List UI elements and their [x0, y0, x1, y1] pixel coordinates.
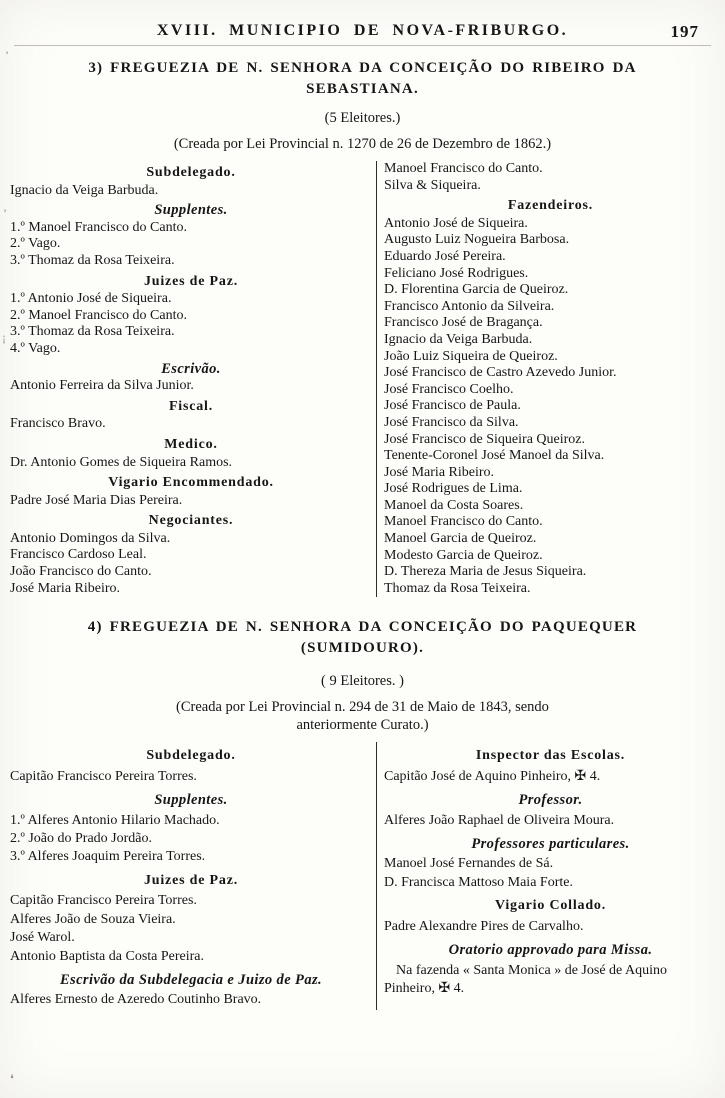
person-entry: Alferes Ernesto de Azeredo Coutinho Bravo.: [10, 992, 262, 1008]
person-entry: Eduardo José Pereira.: [384, 248, 506, 264]
electors-count: ( 9 Eleitores. ): [321, 673, 404, 690]
category-heading: Vigario Collado.: [494, 898, 607, 914]
category-heading: Subdelegado.: [146, 165, 236, 180]
person-entry: José Francisco de Castro Azevedo Junior.: [384, 365, 617, 381]
person-entry: Padre José Maria Dias Pereira.: [10, 492, 183, 508]
person-entry: Antonio José de Siqueira.: [384, 215, 528, 231]
creation-note: [0, 698, 725, 734]
person-entry: D. Francisca Mattoso Maia Forte.: [384, 874, 573, 890]
person-entry: Thomaz da Rosa Teixeira.: [384, 580, 531, 596]
person-entry: D. Thereza Maria de Jesus Siqueira.: [384, 564, 587, 580]
person-entry: 3.º Alferes Joaquim Pereira Torres.: [10, 849, 206, 865]
person-entry: João Francisco do Canto.: [10, 564, 152, 580]
person-entry: Feliciano José Rodrigues.: [384, 265, 529, 281]
person-entry: Manoel Francisco do Canto.: [384, 161, 543, 176]
person-entry: Tenente-Coronel José Manoel da Silva.: [384, 448, 605, 464]
section-3: [0, 58, 725, 597]
person-entry: Antonio Domingos da Silva.: [10, 530, 171, 546]
person-entry: José Francisco de Siqueira Queiroz.: [384, 431, 585, 447]
category-heading: Juizes de Paz.: [143, 872, 239, 888]
category-heading: Negociantes.: [148, 513, 234, 529]
category-heading: Fiscal.: [168, 398, 214, 414]
person-entry: Manoel Garcia de Queiroz.: [384, 531, 537, 547]
page-header: [0, 0, 725, 40]
category-heading-italic: Escrivão.: [161, 360, 221, 377]
person-entry: José Rodrigues de Lima.: [384, 481, 523, 497]
creation-note-line: (Creada por Lei Provincial n. 294 de 31 de Maio de 1843, sendo: [176, 699, 549, 716]
scan-artifact: ’: [5, 48, 9, 62]
person-entry: Padre Alexandre Pires de Carvalho.: [384, 918, 584, 934]
category-heading-italic: Professor.: [518, 792, 583, 809]
section-title-line: (SUMIDOURO).: [300, 640, 425, 657]
category-heading: Subdelegado.: [146, 748, 236, 764]
column-left: [10, 742, 376, 1009]
person-entry: José Francisco Coelho.: [384, 381, 514, 397]
person-entry: 1.º Antonio José de Siqueira.: [10, 291, 172, 307]
scan-artifact: ¡: [2, 330, 6, 344]
person-entry: Capitão José de Aquino Pinheiro, ✠ 4.: [384, 768, 601, 784]
person-entry: João Luiz Siqueira de Queiroz.: [384, 348, 558, 364]
person-entry: Alferes João de Souza Vieira.: [10, 911, 176, 927]
person-entry: Ignacio da Veiga Barbuda.: [10, 182, 159, 198]
category-heading: Inspector das Escolas.: [475, 748, 626, 764]
person-entry: Manoel José Fernandes de Sá.: [384, 856, 554, 872]
person-entry: 4.º Vago.: [10, 340, 61, 356]
column-right: [376, 742, 717, 1009]
category-heading: Juizes de Paz.: [143, 273, 239, 289]
section-title-line: SEBASTIANA.: [306, 81, 419, 97]
person-entry: Antonio Baptista da Costa Pereira.: [10, 948, 205, 964]
electors-count: (5 Eleitores.): [324, 110, 401, 126]
person-entry: José Maria Ribeiro.: [10, 580, 121, 596]
two-column-list: [10, 161, 717, 597]
person-entry: Capitão Francisco Pereira Torres.: [10, 768, 197, 784]
person-entry: Modesto Garcia de Queiroz.: [384, 547, 543, 563]
section-title-line: 4) FREGUEZIA DE N. SENHORA DA CONCEIÇÃO DO PAQUEQUER: [87, 619, 638, 636]
category-heading-italic: Professores particulares.: [471, 836, 630, 853]
category-heading: Fazendeiros.: [507, 198, 594, 214]
two-column-list: [10, 742, 717, 1009]
person-entry: Dr. Antonio Gomes de Siqueira Ramos.: [10, 454, 233, 470]
scan-artifact: ❛: [10, 1072, 14, 1086]
running-title: XVIII. MUNICIPIO DE NOVA-FRIBURGO.: [156, 22, 569, 39]
person-entry: José Warol.: [10, 930, 75, 946]
category-heading: Vigario Encommendado.: [108, 475, 274, 491]
header-rule: [14, 45, 711, 46]
person-entry: Francisco José de Bragança.: [384, 315, 543, 331]
category-heading-italic: Escrivão da Subdelegacia e Juizo de Paz.: [59, 971, 323, 988]
scan-artifact: ’: [3, 206, 7, 220]
person-entry: Manoel Francisco do Canto.: [384, 514, 543, 530]
person-entry: Ignacio da Veiga Barbuda.: [384, 331, 533, 347]
person-entry: 2.º Manoel Francisco do Canto.: [10, 307, 187, 323]
creation-note-line: anteriormente Curato.): [296, 717, 429, 734]
category-heading-italic: Oratorio approvado para Missa.: [448, 942, 653, 959]
person-entry: José Maria Ribeiro.: [384, 464, 495, 480]
section-title-line: 3) FREGUEZIA DE N. SENHORA DA CONCEIÇÃO DO RIBEIRO DA: [88, 60, 637, 76]
person-entry: 2.º João do Prado Jordão.: [10, 831, 152, 847]
column-left: [10, 161, 376, 597]
person-entry: 2.º Vago.: [10, 236, 61, 252]
section-title: [0, 58, 725, 100]
person-entry: Augusto Luiz Nogueira Barbosa.: [384, 232, 570, 248]
person-entry: Silva & Siqueira.: [384, 177, 481, 193]
note-entry: Na fazenda « Santa Monica » de José de Aquino Pinheiro, ✠ 4.: [384, 962, 667, 996]
person-entry: 1.º Manoel Francisco do Canto.: [10, 219, 187, 235]
person-entry: 1.º Alferes Antonio Hilario Machado.: [10, 812, 220, 828]
creation-note-line: (Creada por Lei Provincial n. 1270 de 26 de Dezembro de 1862.): [173, 136, 552, 152]
person-entry: Francisco Antonio da Silveira.: [384, 298, 555, 314]
person-entry: José Francisco de Paula.: [384, 398, 521, 414]
person-entry: Capitão Francisco Pereira Torres.: [10, 893, 197, 909]
person-entry: 3.º Thomaz da Rosa Teixeira.: [10, 252, 175, 268]
category-heading-italic: Supplentes.: [154, 792, 228, 809]
person-entry: José Francisco da Silva.: [384, 414, 519, 430]
person-entry: Antonio Ferreira da Silva Junior.: [10, 378, 194, 394]
person-entry: D. Florentina Garcia de Queiroz.: [384, 282, 569, 298]
sections-container: [0, 58, 725, 1010]
category-heading: Medico.: [164, 436, 218, 452]
creation-note: [0, 135, 725, 153]
person-entry: Manoel da Costa Soares.: [384, 497, 524, 513]
person-entry: Francisco Cardoso Leal.: [10, 547, 147, 563]
page-number: 197: [670, 22, 699, 41]
person-entry: Francisco Bravo.: [10, 416, 106, 432]
category-heading-italic: Supplentes.: [154, 202, 228, 219]
section-title: [0, 617, 725, 659]
person-entry: 3.º Thomaz da Rosa Teixeira.: [10, 324, 175, 340]
person-entry: Alferes João Raphael de Oliveira Moura.: [384, 812, 615, 828]
column-right: [376, 161, 717, 597]
section-4: [0, 617, 725, 1009]
